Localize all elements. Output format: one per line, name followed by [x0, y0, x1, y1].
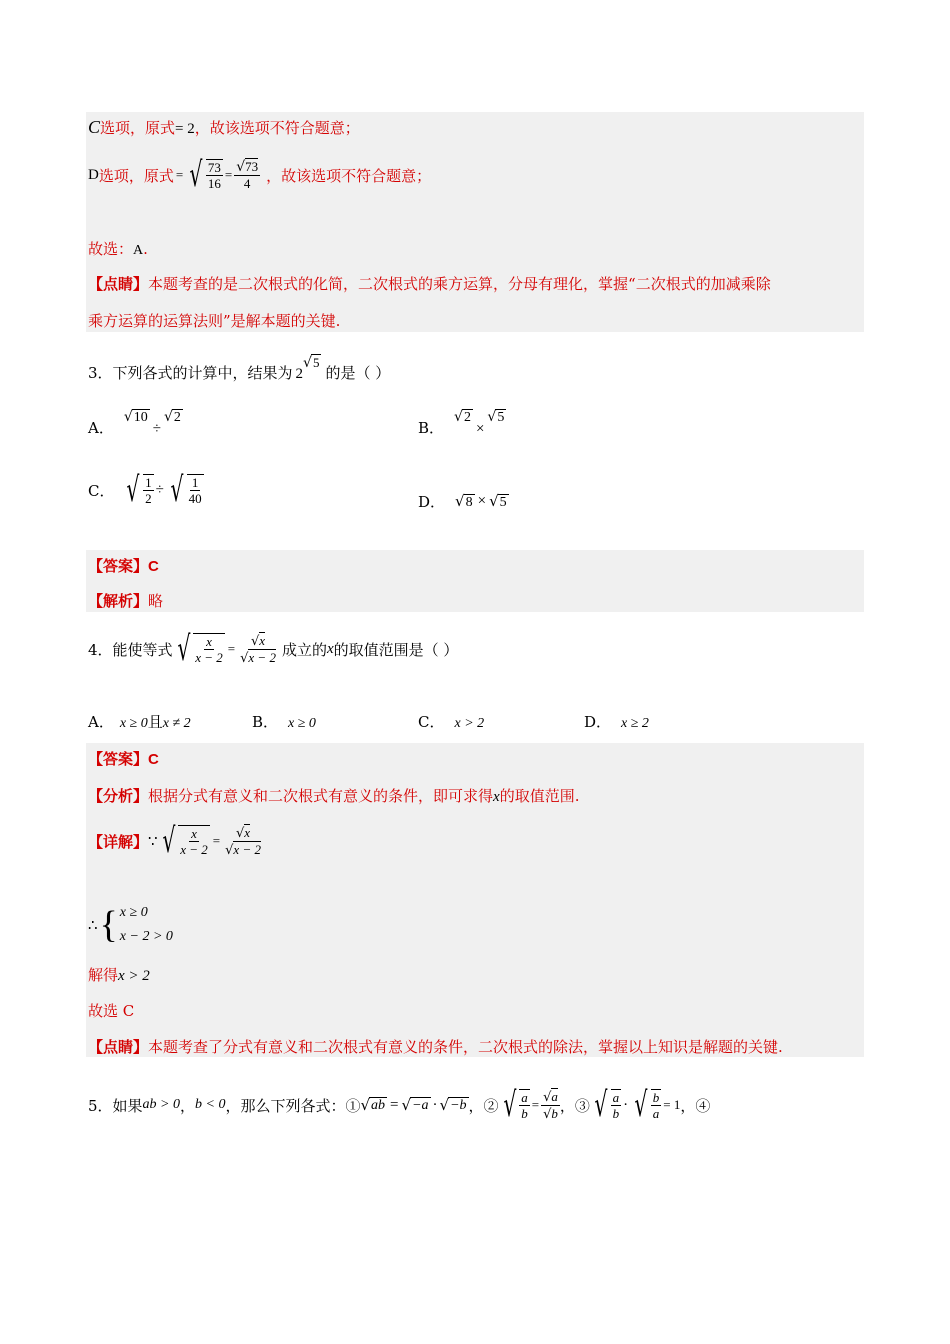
q4-analysis: 【分析】根据分式有意义和二次根式有意义的条件，即可求得x的取值范围.: [88, 787, 580, 805]
q3-option-a[interactable]: A． √10 ÷ √2: [88, 409, 181, 437]
q4-answer: 【答案】C: [88, 750, 159, 768]
q4-option-c[interactable]: C． x > 2: [418, 713, 485, 731]
q2-choice: 故选：A.: [88, 240, 148, 258]
q4-option-b[interactable]: B． x ≥ 0: [252, 713, 316, 731]
q4-inequality-system: ∴ { x ≥ 0 x − 2 > 0: [88, 904, 173, 946]
q3-stem: 3．下列各式的计算中，结果为 2 √5 的是（ ）: [88, 355, 391, 382]
q3-analysis: 【解析】略: [88, 592, 164, 610]
q4-detail: 【详解】 ∵ √ $\frac{x}{x - 2}$ = $\frac{√x}{√x - 2}$: [88, 821, 261, 861]
q4-key-point: 【点睛】本题考查了分式有意义和二次根式有意义的条件，二次根式的除法，掌握以上知识是解题的关键.: [88, 1038, 783, 1056]
q3-option-c[interactable]: C． √ $\frac{1}{2}$ ÷ √ $\frac{1}{40}$: [88, 470, 202, 510]
q2-key-point-line2: 乘方运算的运算法则”是解本题的关键.: [88, 312, 341, 330]
q3-option-d[interactable]: D． √8 × √5: [418, 491, 507, 511]
q4-choice: 故选 C: [88, 1002, 135, 1020]
answer-block-q3: [86, 550, 864, 612]
q3-option-b[interactable]: B． √2 × √5: [418, 409, 505, 437]
q4-option-d[interactable]: D． x ≥ 2: [584, 713, 649, 731]
q4-option-a[interactable]: A． x ≥ 0且x ≠ 2: [88, 713, 191, 731]
solution-block-q2: [86, 112, 864, 332]
q4-solution: 解得x > 2: [88, 966, 150, 984]
q2-option-d-explanation: D 选项，原式 = √ $\frac{73}{16}$ = $\frac{√73}{4}$ ，故该选项不符合题意；: [88, 155, 432, 195]
q2-key-point: 【点睛】本题考查的是二次根式的化简，二次根式的乘方运算，分母有理化，掌握“二次根式的加减乘除: [88, 275, 771, 293]
q5-stem: 5．如果 ab > 0 ， b < 0 ，那么下列各式：① √ ab = √ −a · √ −b ，② √ $\frac{a}{b}$ = $\frac{√a}{√b}$ ，③ √ $\frac{a}{b}$ · √ $\frac{b}{a}$ = 1 ，④: [88, 1085, 711, 1125]
q3-answer: 【答案】C: [88, 557, 159, 575]
q4-stem: 4．能使等式 √ $\frac{x}{x - 2}$ = $\frac{√x}{√x - 2}$ 成立的 x 的取值范围是（ ）: [88, 629, 459, 669]
q2-option-c-explanation: C选项，原式= 2，故该选项不符合题意；: [88, 117, 360, 137]
